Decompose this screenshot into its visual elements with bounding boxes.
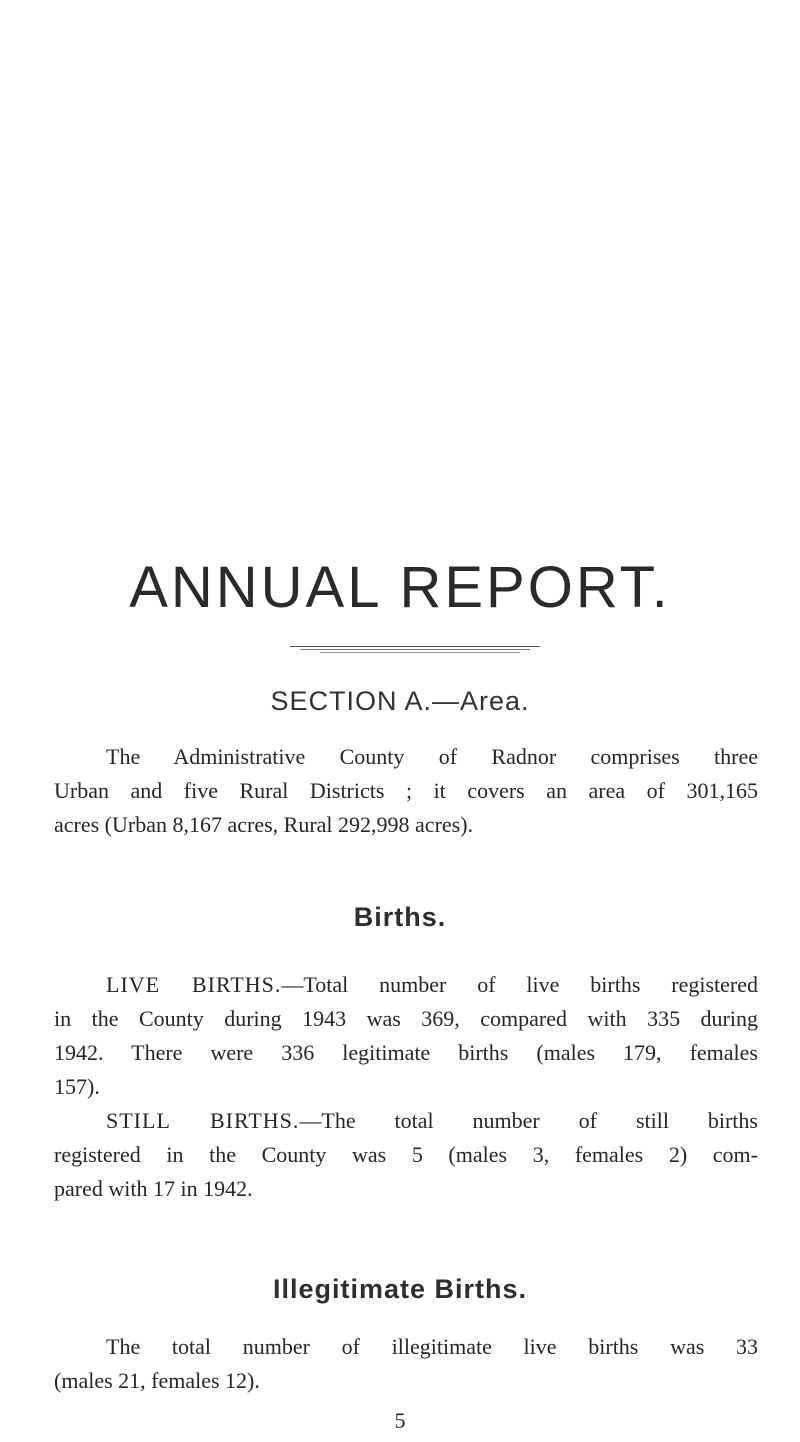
still-births-paragraph (54, 1104, 758, 1206)
live-births-line-2: in the County during 1943 was 369, compared with 335 during (54, 1006, 758, 1031)
illegitimate-births-heading: Illegitimate Births. (272, 1274, 528, 1304)
area-line-3: acres (Urban 8,167 acres, Rural 292,998 acres). (54, 812, 474, 837)
illegitimate-line-1: The total number of illegitimate live births was 33 (106, 1334, 758, 1359)
report-title: ANNUAL REPORT. (129, 555, 671, 620)
title-rule (290, 646, 540, 647)
title-rule (320, 652, 520, 653)
live-births-line-1 (54, 968, 758, 1002)
births-heading: Births. (353, 902, 447, 932)
live-births-line-3: 1942. There were 336 legitimate births (males 179, females (54, 1040, 758, 1065)
live-births-paragraph (54, 968, 758, 1104)
still-births-lead: STILL BIRTHS. (106, 1108, 300, 1133)
still-births-line-1-rest: —The total number of still births (299, 1108, 758, 1133)
page-number: 5 (394, 1408, 406, 1433)
live-births-line-1-rest: —Total number of live births registered (281, 972, 758, 997)
illegitimate-births-paragraph (54, 1330, 758, 1398)
live-births-line-4: 157). (54, 1074, 100, 1099)
area-line-1: The Administrative County of Radnor comprises three (106, 744, 758, 769)
area-paragraph (54, 740, 758, 842)
still-births-line-1 (54, 1104, 758, 1138)
illegitimate-line-2: (males 21, females 12). (54, 1368, 260, 1393)
live-births-lead: LIVE BIRTHS. (106, 972, 282, 997)
still-births-line-3: pared with 17 in 1942. (54, 1176, 253, 1201)
still-births-line-2: registered in the County was 5 (males 3, females 2) com- (54, 1142, 758, 1167)
area-line-2: Urban and five Rural Districts ; it covers an area of 301,165 (54, 778, 758, 803)
title-rule (300, 649, 530, 650)
section-heading: SECTION A.—Area. (270, 686, 530, 716)
